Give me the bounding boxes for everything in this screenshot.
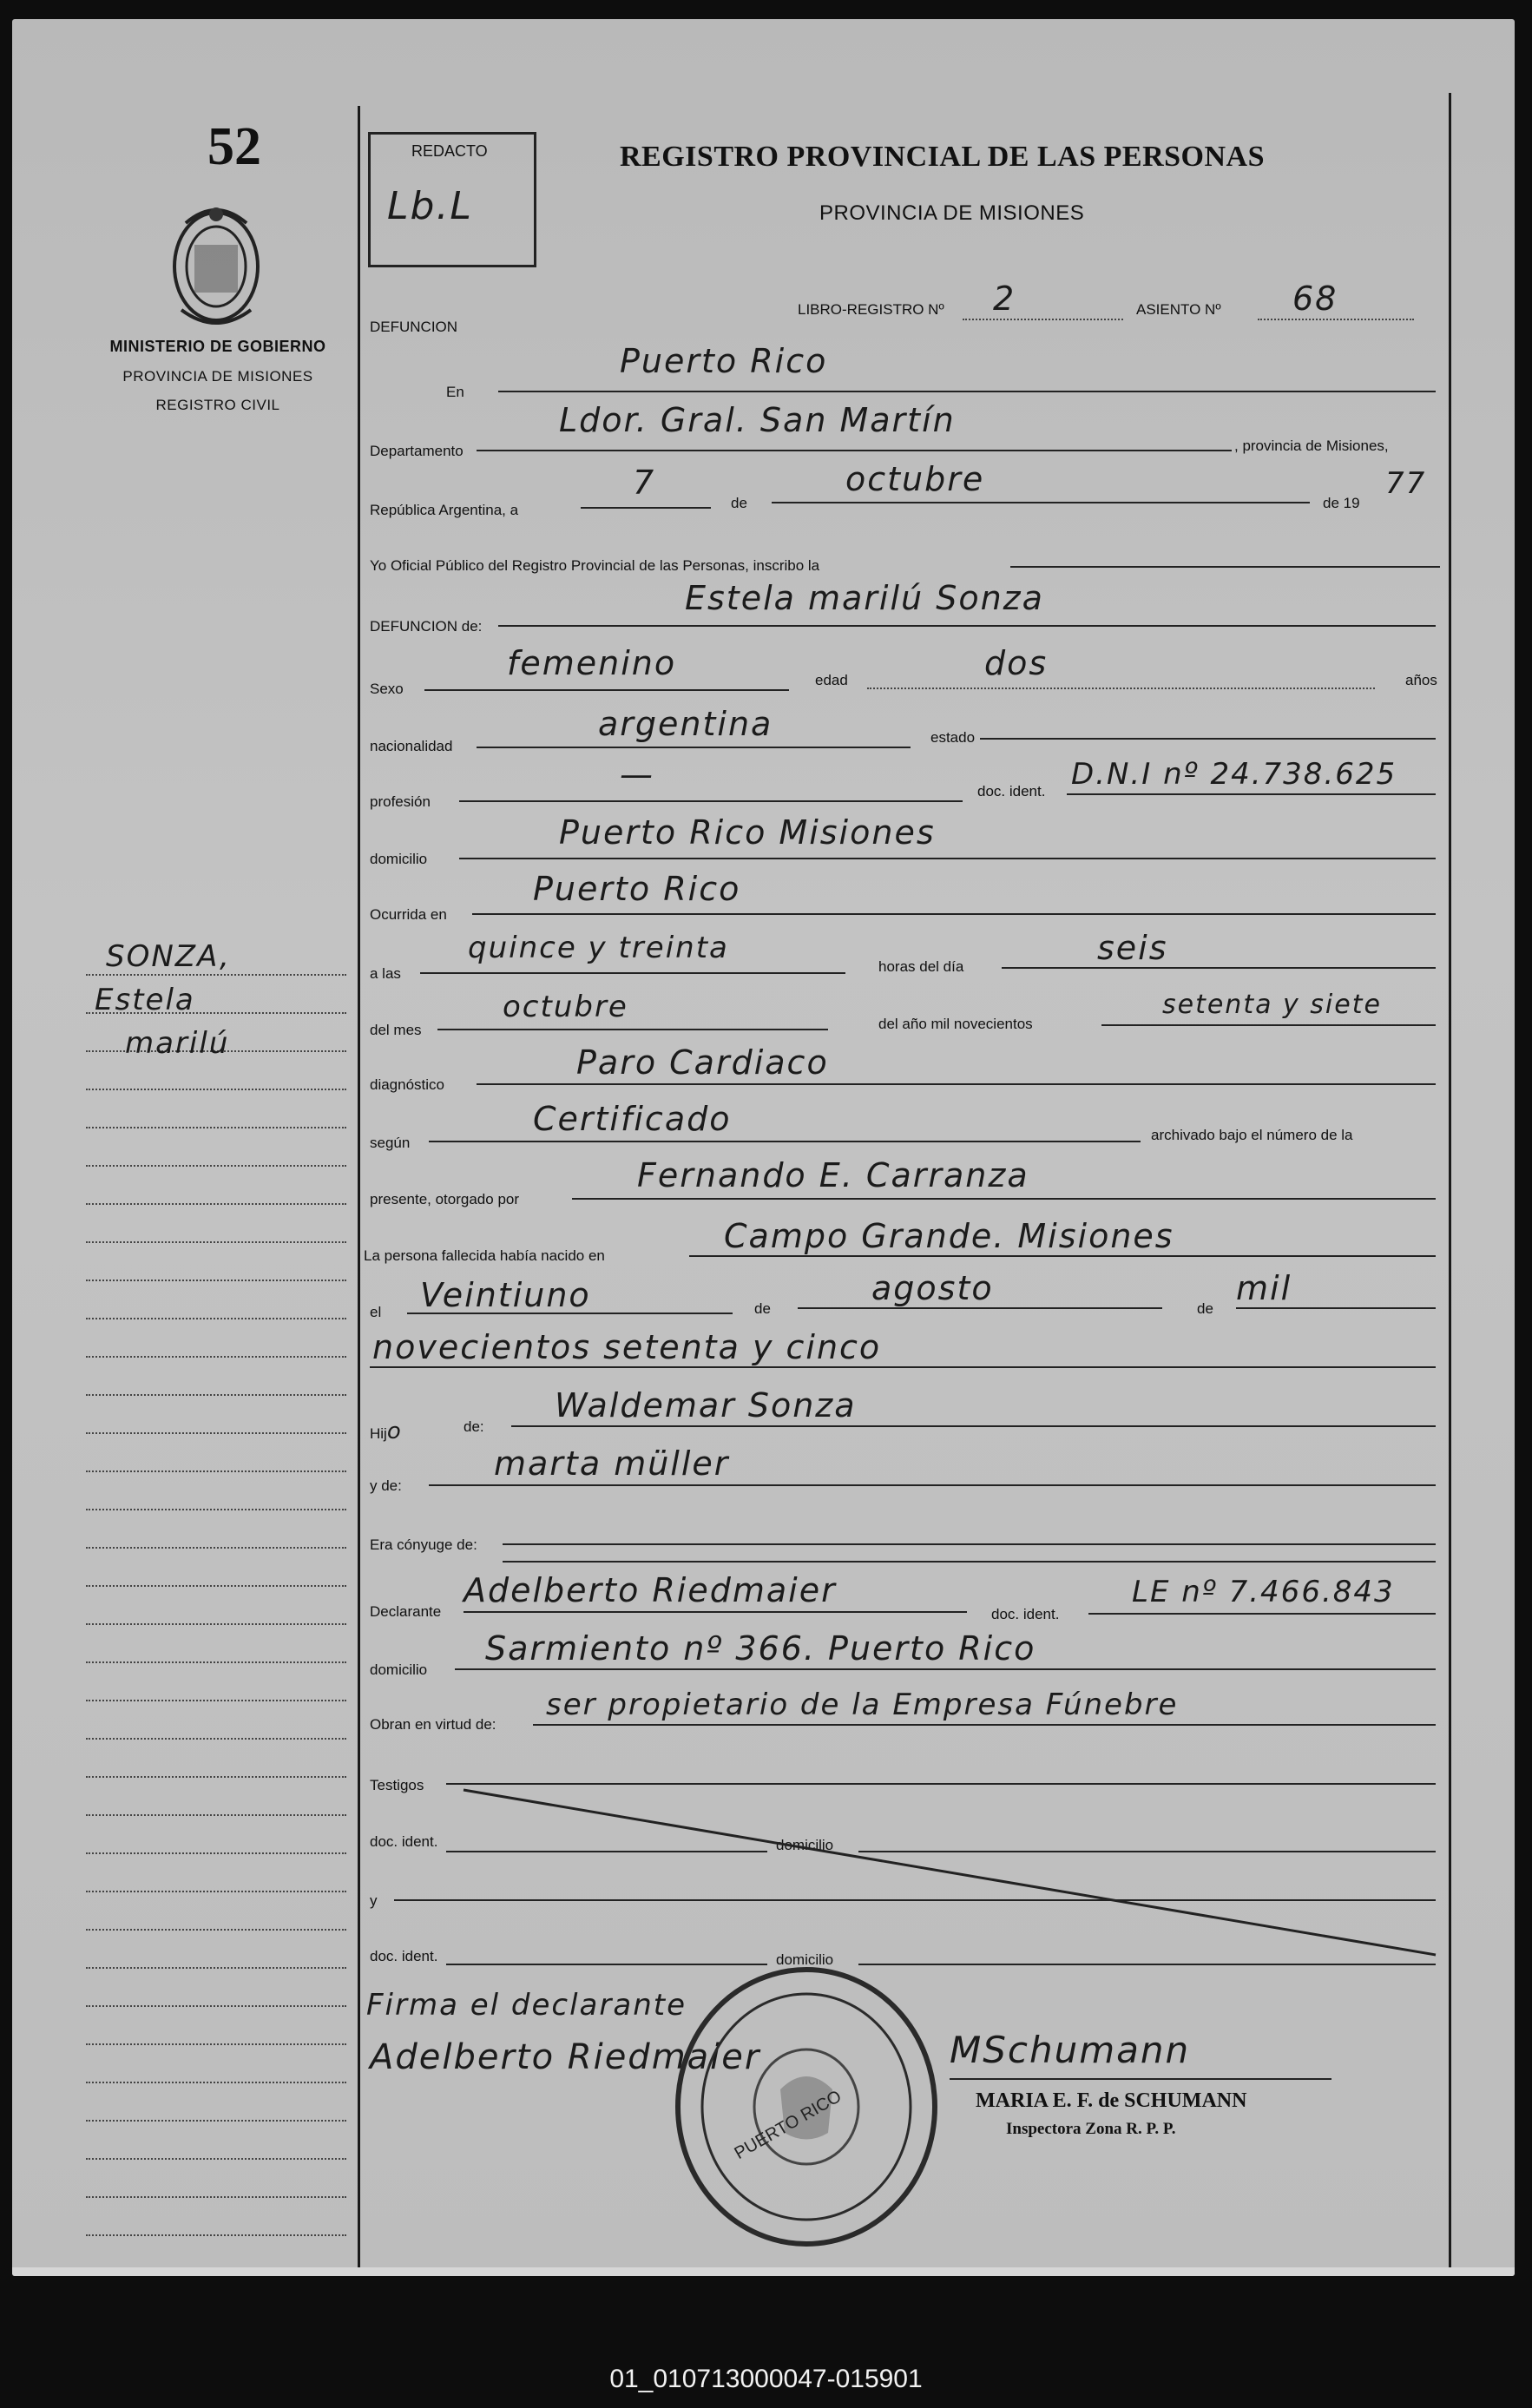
decl-domicilio-line [455,1668,1436,1670]
margin-ruled-line [86,974,346,976]
nombre-value: Estela marilú Sonza [685,579,1044,617]
ano-texto-value: setenta y siete [1162,990,1382,1020]
edad-value: dos [984,644,1049,682]
page-title: REGISTRO PROVINCIAL DE LAS PERSONAS [620,141,1265,173]
en-line [498,391,1436,392]
margin-ruled-line [86,1470,346,1472]
margin-ruled-line [86,1547,346,1549]
margin-ruled-line [86,1127,346,1128]
margin-ruled-line [86,1661,346,1663]
margin-ruled-line [86,2158,346,2160]
nac-ano-line [370,1366,1436,1368]
de-mil-label: de [1197,1300,1213,1317]
ministry-line2: PROVINCIA DE MISIONES [122,368,313,385]
madre-line [429,1484,1436,1486]
mes-line [772,502,1310,503]
margin-ruled-line [86,1738,346,1740]
official-title: Inspectora Zona R. P. P. [1006,2120,1176,2138]
asiento-line [1258,319,1414,320]
anos-label: años [1405,672,1437,688]
margin-note-line3: marilú [125,1026,230,1061]
firma-declarante-label: Firma el declarante [366,1988,687,2023]
departamento-line [477,450,1232,451]
obran-line [533,1724,1436,1726]
y-label: y [370,1892,378,1909]
diagnostico-line [477,1083,1436,1085]
mes-value: octubre [845,460,985,498]
margin-ruled-line [86,1852,346,1854]
official-signature-line [950,2078,1331,2080]
margin-ruled-line [86,2005,346,2007]
official-signature: MSchumann [950,2029,1191,2071]
ano-value: 77 [1385,466,1427,501]
redacto-label: REDACTO [411,142,488,160]
edad-label: edad [815,672,848,688]
dia-texto-line [1002,967,1436,969]
de-label: de [731,495,747,511]
margin-ruled-line [86,1356,346,1358]
nacionalidad-line [477,747,911,748]
hij-text: Hij [370,1425,387,1442]
doc-ident-value: D.N.I nº 24.738.625 [1071,757,1397,792]
nacionalidad-value: argentina [598,705,773,743]
margin-ruled-line [86,1241,346,1243]
segun-label: según [370,1135,411,1151]
ministry-line1: MINISTERIO DE GOBIERNO [109,338,326,355]
mes-texto-line [437,1029,828,1030]
mes-texto-value: octubre [503,990,628,1024]
conyuge-line-2 [503,1561,1436,1563]
margin-ruled-line [86,1623,346,1625]
obran-label: Obran en virtud de: [370,1716,496,1733]
decl-domicilio-value: Sarmiento nº 366. Puerto Rico [485,1629,1036,1668]
nacido-line [689,1255,1436,1257]
nac-ano-value: novecientos setenta y cinco [372,1328,882,1366]
libro-line [963,319,1123,320]
horas-label: horas del día [878,958,964,975]
obran-value: ser propietario de la Empresa Fúnebre [546,1688,1179,1722]
en-value: Puerto Rico [620,342,828,380]
margin-ruled-line [86,2120,346,2122]
defuncion-tag: DEFUNCION [370,319,458,335]
decl-doc-value: LE nº 7.466.843 [1132,1575,1395,1609]
departamento-value: Ldor. Gral. San Martín [559,401,956,439]
ocurrida-label: Ocurrida en [370,906,447,923]
madre-value: marta müller [494,1444,730,1483]
del-ano-label: del año mil novecientos [878,1016,1033,1032]
document-page [12,19,1515,2276]
libro-value: 2 [993,280,1016,318]
a-las-label: a las [370,965,401,982]
libro-label: LIBRO-REGISTRO Nº [798,301,944,318]
dia-texto-value: seis [1097,929,1168,967]
margin-ruled-line [86,1700,346,1701]
page-subtitle: PROVINCIA DE MISIONES [819,201,1085,225]
ministry-line3: REGISTRO CIVIL [155,397,280,414]
margin-ruled-line [86,1585,346,1587]
oficial-line [1010,566,1440,568]
ministry-block [92,332,344,419]
margin-ruled-line [86,1203,346,1205]
stamp-center-text: PUERTO RICO [731,2086,845,2164]
asiento-label: ASIENTO Nº [1136,301,1221,318]
hij-suffix: o [386,1418,403,1444]
declarante-line [464,1611,967,1613]
margin-ruled-line [86,1394,346,1396]
testigo1-domicilio-label: domicilio [776,1837,834,1853]
dia-value: 7 [633,464,656,502]
margin-ruled-line [86,2234,346,2236]
otorgado-value: Fernando E. Carranza [637,1156,1029,1194]
del-mes-label: del mes [370,1022,422,1038]
margin-ruled-line [86,2196,346,2198]
decl-doc-line [1088,1613,1436,1615]
page-number: 52 [207,117,261,176]
official-name: MARIA E. F. de SCHUMANN [976,2089,1247,2112]
estado-line [980,738,1436,740]
testigo1-doc-label: doc. ident. [370,1833,438,1850]
nac-mes-value: agosto [871,1269,994,1307]
asiento-value: 68 [1292,280,1338,318]
diagnostico-label: diagnóstico [370,1076,445,1093]
redacto-initials: Lb.L [387,184,473,228]
republica-label: República Argentina, a [370,502,519,518]
declarante-value: Adelberto Riedmaier [464,1571,837,1609]
nacionalidad-label: nacionalidad [370,738,453,754]
sexo-value: femenino [507,644,677,682]
margin-ruled-line [86,1432,346,1434]
sexo-line [424,689,789,691]
nombre-line [498,625,1436,627]
margin-note-line1: SONZA, [106,939,231,974]
margin-ruled-line [86,1280,346,1281]
hora-line [420,972,845,974]
page-bottom-edge [12,2267,1515,2276]
ocurrida-value: Puerto Rico [533,870,741,908]
testigo2-doc-label: doc. ident. [370,1948,438,1964]
conyuge-line [503,1543,1436,1545]
hij-label [370,1418,403,1444]
decl-doc-label: doc. ident. [991,1606,1060,1622]
doc-ident-line [1067,793,1436,795]
defuncion-de-label: DEFUNCION de: [370,618,483,635]
en-label: En [446,384,464,400]
departamento-label: Departamento [370,443,464,459]
decl-domicilio-label: domicilio [370,1661,428,1678]
margin-ruled-line [86,1776,346,1778]
profesion-value: — [620,755,654,793]
edad-line [867,688,1375,689]
ocurrida-line [472,913,1436,915]
margin-ruled-line [86,1929,346,1931]
nacido-value: Campo Grande. Misiones [724,1217,1174,1255]
de-colon-label: de: [464,1418,484,1435]
margin-ruled-line [86,1509,346,1510]
margin-ruled-line [86,2082,346,2083]
profesion-label: profesión [370,793,431,810]
declarante-signature: Adelberto Riedmaier [370,2037,761,2077]
left-vertical-rule [358,106,360,2276]
nac-dia-value: Veintiuno [420,1276,591,1314]
domicilio-label: domicilio [370,851,428,867]
de-nac-label: de [754,1300,771,1317]
provincia-label: , provincia de Misiones, [1234,438,1389,454]
oficial-label: Yo Oficial Público del Registro Provincial de las Personas, inscribo la [370,557,820,574]
el-label: el [370,1304,382,1320]
margin-ruled-line [86,1165,346,1167]
cancel-diagonal-line [446,1773,1453,1972]
diagnostico-value: Paro Cardiaco [576,1043,829,1082]
declarante-label: Declarante [370,1603,442,1620]
margin-note-line2: Estela [95,983,195,1017]
ano-texto-line [1101,1024,1436,1026]
doc-ident-label: doc. ident. [977,783,1046,799]
conyuge-label: Era cónyuge de: [370,1536,477,1553]
segun-line [429,1141,1141,1142]
profesion-line [459,800,963,802]
nac-mes-line [798,1307,1162,1309]
nacido-label: La persona fallecida había nacido en [364,1247,605,1264]
presente-label: presente, otorgado por [370,1191,520,1207]
margin-ruled-line [86,1814,346,1816]
dia-line [581,507,711,509]
domicilio-value: Puerto Rico Misiones [559,813,936,852]
segun-value: Certificado [533,1100,732,1138]
coat-of-arms-icon [160,197,273,336]
testigo2-domicilio-label: domicilio [776,1951,834,1968]
archivado-label: archivado bajo el número de la [1151,1127,1353,1143]
de19-label: de 19 [1323,495,1360,511]
nac-mil-value: mil [1236,1269,1292,1307]
hora-value: quince y treinta [468,931,729,965]
padre-value: Waldemar Sonza [555,1386,857,1424]
estado-label: estado [930,729,976,746]
margin-ruled-line [86,1318,346,1319]
margin-ruled-line [86,1089,346,1090]
domicilio-line [459,858,1436,859]
margin-ruled-line [86,1967,346,1969]
margin-ruled-line [86,1891,346,1892]
otorgado-line [572,1198,1436,1200]
margin-ruled-line [86,2043,346,2045]
padre-line [511,1425,1436,1427]
nac-mil-line [1236,1307,1436,1309]
testigos-label: Testigos [370,1777,424,1793]
sexo-label: Sexo [370,681,404,697]
y-de-label: y de: [370,1477,402,1494]
footer-id: 01_010713000047-015901 [609,2365,923,2393]
